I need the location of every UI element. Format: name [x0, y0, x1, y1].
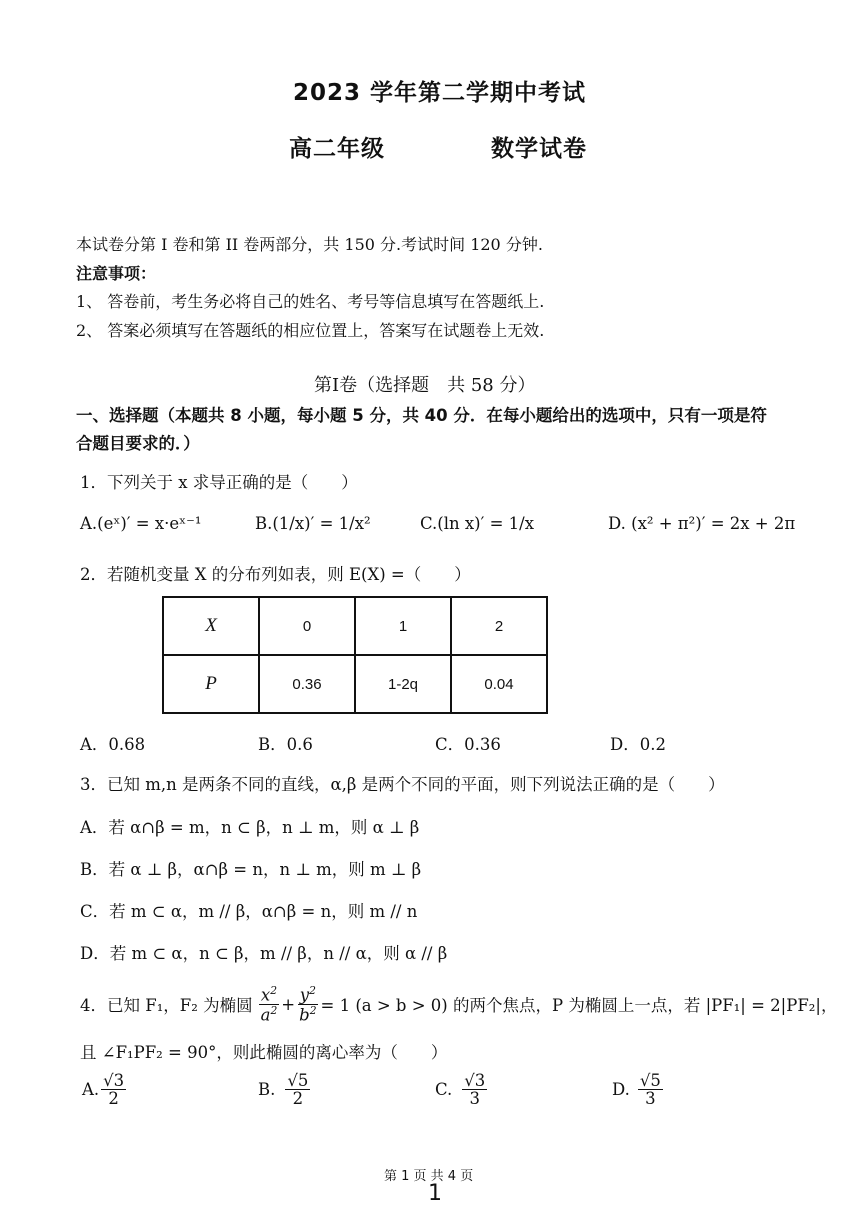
- q3-option-d: D．若 m ⊂ α，n ⊂ β，m // β，n // α，则 α // β: [80, 944, 448, 963]
- section-heading-line2: 合题目要求的．）: [76, 434, 200, 453]
- option-label: A.: [82, 1080, 100, 1100]
- table-row: [163, 655, 547, 713]
- q4-option-a: [82, 1072, 128, 1108]
- table-row: [163, 597, 547, 655]
- fraction-numerator: √3: [103, 1071, 125, 1090]
- option-fraction: [462, 1072, 487, 1108]
- q2-option-d: D．0.2: [610, 735, 666, 754]
- notice-item-2: 2、 答案必须填写在答题纸的相应位置上，答案写在试题卷上无效.: [76, 321, 545, 340]
- fraction-denominator: 3: [645, 1089, 656, 1109]
- q1-option-a: A.(eˣ)′ = x·eˣ⁻¹: [80, 514, 202, 533]
- page-indicator: 第 1 页 共 4 页: [384, 1169, 474, 1184]
- table-cell: P: [163, 655, 259, 713]
- q4-stem-prefix: 4．已知 F₁，F₂ 为椭圆: [80, 996, 253, 1016]
- table-cell: 0: [259, 597, 355, 655]
- distribution-table: [162, 596, 548, 714]
- fraction-denominator: 2: [108, 1089, 119, 1109]
- q2-stem: 2．若随机变量 X 的分布列如表，则 E(X) =（ ）: [80, 565, 471, 584]
- q4-stem-suffix: = 1 (a > b > 0) 的两个焦点，P 为椭圆上一点，若 |PF₁| = 2|PF₂|，: [320, 996, 838, 1016]
- ellipse-term-y: $\frac{y^2}{b^2}$: [299, 984, 317, 1025]
- ellipse-term-x: $\frac{x^2}{a^2}$: [260, 984, 278, 1025]
- q3-stem: 3．已知 m,n 是两条不同的直线，α,β 是两个不同的平面，则下列说法正确的是（ ）: [80, 775, 725, 794]
- option-fraction: [101, 1072, 126, 1108]
- exam-title: 2023 学年第二学期中考试: [293, 80, 587, 106]
- q3-option-b: B．若 α ⊥ β，α∩β = n，n ⊥ m，则 m ⊥ β: [80, 860, 422, 879]
- q1-option-d: D. (x² + π²)′ = 2x + 2π: [608, 514, 796, 533]
- q4-stem-line2: 且 ∠F₁PF₂ = 90°，则此椭圆的离心率为（ ）: [80, 1043, 448, 1062]
- intro-line: 本试卷分第 I 卷和第 II 卷两部分，共 150 分.考试时间 120 分钟.: [76, 235, 543, 254]
- option-label: D.: [612, 1080, 630, 1100]
- fraction-numerator: √3: [464, 1071, 486, 1090]
- q2-option-a: A．0.68: [80, 735, 146, 754]
- notice-item-1: 1、 答卷前，考生务必将自己的姓名、考号等信息填写在答题纸上.: [76, 292, 545, 311]
- q3-option-a: A．若 α∩β = m，n ⊂ β，n ⊥ m，则 α ⊥ β: [80, 818, 420, 837]
- table-cell: 0.04: [451, 655, 547, 713]
- q2-option-c: C．0.36: [435, 735, 501, 754]
- q4-option-c: [435, 1072, 489, 1108]
- table-cell: 1-2q: [355, 655, 451, 713]
- fraction-numerator: √5: [639, 1071, 661, 1090]
- grade-label: 高二年级: [289, 136, 385, 162]
- q2-option-b: B．0.6: [258, 735, 313, 754]
- table-cell: 2: [451, 597, 547, 655]
- q1-option-c: C.(ln x)′ = 1/x: [420, 514, 535, 533]
- subject-label: 数学试卷: [491, 136, 587, 162]
- q1-option-b: B.(1/x)′ = 1/x²: [255, 514, 371, 533]
- table-cell: 1: [355, 597, 451, 655]
- table-cell: X: [163, 597, 259, 655]
- fraction-denominator: 2: [292, 1089, 304, 1109]
- part1-title: 第Ⅰ卷（选择题 共 58 分）: [314, 375, 536, 396]
- fraction-numerator: √5: [287, 1071, 309, 1090]
- q4-option-b: [258, 1072, 312, 1108]
- q1-stem: 1．下列关于 x 求导正确的是（ ）: [80, 473, 358, 492]
- table-cell: 0.36: [259, 655, 355, 713]
- notice-title: 注意事项：: [76, 264, 157, 283]
- q4-stem-line1: 4．已知 F₁，F₂ 为椭圆 $\frac{x^2}{a^2}$ + $\frac{y^2}{b^2}$ = 1 (a > b > 0) 的两个焦点，P 为椭圆上一点，若 |PF₁| = 2|PF₂|，: [80, 984, 838, 1025]
- page-number: 1: [428, 1181, 442, 1206]
- q4-option-d: [612, 1072, 665, 1108]
- fraction-denominator: 3: [469, 1089, 481, 1109]
- option-fraction: [285, 1072, 310, 1108]
- option-label: B.: [258, 1080, 276, 1100]
- option-fraction: [638, 1072, 663, 1108]
- section-heading-line1: 一、选择题（本题共 8 小题，每小题 5 分，共 40 分．在每小题给出的选项中，只有一项是符: [76, 406, 767, 425]
- option-label: C.: [435, 1080, 453, 1100]
- q3-option-c: C．若 m ⊂ α，m // β，α∩β = n，则 m // n: [80, 902, 418, 921]
